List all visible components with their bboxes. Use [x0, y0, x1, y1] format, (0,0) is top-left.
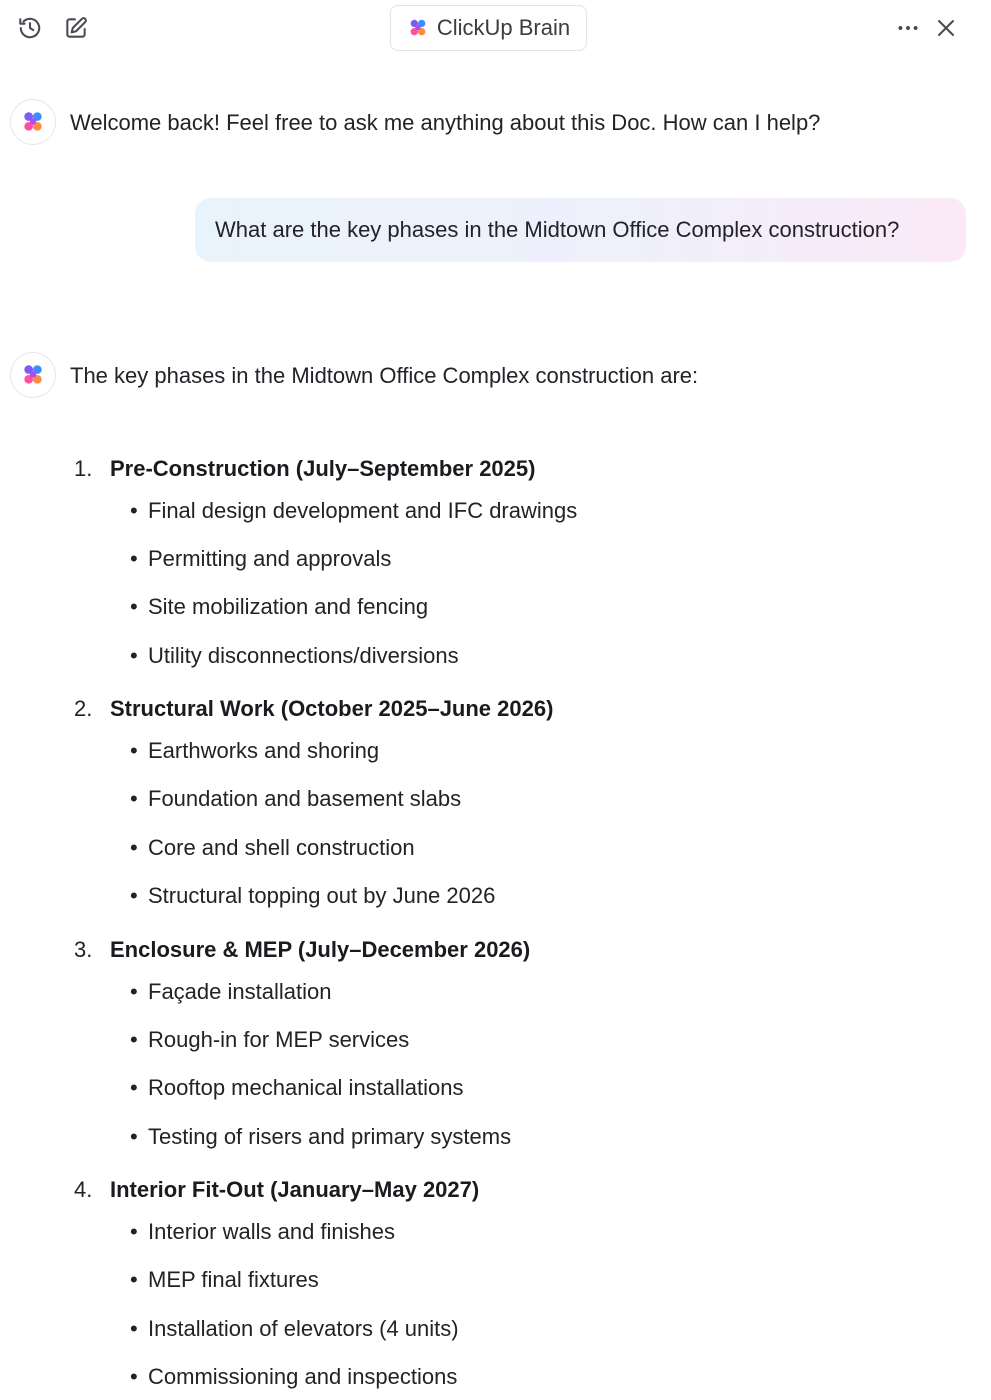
- list-item: • Commissioning and inspections: [130, 1364, 458, 1389]
- brain-avatar: [10, 352, 56, 398]
- list-item: • Testing of risers and primary systems: [130, 1124, 512, 1149]
- phase-title: Pre-Construction (July–September 2025): [110, 456, 536, 481]
- phase-heading: [74, 937, 530, 963]
- list-item: • Installation of elevators (4 units): [130, 1316, 459, 1341]
- list-item-text: Testing of risers and primary systems: [148, 1124, 512, 1149]
- list-item: • Permitting and approvals: [130, 546, 392, 571]
- user-message-bubble: [195, 198, 966, 262]
- list-item-text: Final design development and IFC drawings: [148, 498, 578, 523]
- phase-heading: [74, 456, 535, 482]
- list-item: • Site mobilization and fencing: [130, 594, 429, 619]
- list-item-text: Rooftop mechanical installations: [148, 1075, 464, 1100]
- list-item: • Foundation and basement slabs: [130, 786, 462, 811]
- phase-title: Interior Fit-Out (January–May 2027): [110, 1177, 480, 1202]
- welcome-message: Welcome back! Feel free to ask me anything about this Doc. How can I help?: [70, 110, 821, 135]
- phase-heading: [74, 696, 553, 722]
- user-message-text: What are the key phases in the Midtown Office Complex construction?: [215, 217, 900, 242]
- list-item: • Final design development and IFC drawings: [130, 498, 578, 523]
- list-item-text: Earthworks and shoring: [148, 738, 380, 763]
- list-item-text: Permitting and approvals: [148, 546, 392, 571]
- phase-title: Structural Work (October 2025–June 2026): [110, 696, 554, 721]
- list-item: • MEP final fixtures: [130, 1267, 319, 1292]
- list-item: • Interior walls and finishes: [130, 1219, 396, 1244]
- brain-title[interactable]: [390, 5, 587, 51]
- phase-number: 1.: [74, 456, 93, 481]
- close-icon[interactable]: [930, 12, 962, 44]
- list-item-text: Rough-in for MEP services: [148, 1027, 410, 1052]
- list-item-text: Façade installation: [148, 979, 332, 1004]
- list-item-text: Installation of elevators (4 units): [148, 1316, 459, 1341]
- list-item-text: Core and shell construction: [148, 835, 415, 860]
- brain-logo-icon: [407, 17, 429, 39]
- list-item: • Rough-in for MEP services: [130, 1027, 410, 1052]
- list-item-text: Commissioning and inspections: [148, 1364, 458, 1389]
- more-icon[interactable]: [892, 12, 924, 44]
- brain-logo-icon: [20, 109, 46, 135]
- compose-icon[interactable]: [60, 12, 92, 44]
- brain-avatar: [10, 99, 56, 145]
- list-item-text: Structural topping out by June 2026: [148, 883, 496, 908]
- list-item: • Rooftop mechanical installations: [130, 1075, 464, 1100]
- list-item-text: Site mobilization and fencing: [148, 594, 429, 619]
- list-item: • Utility disconnections/diversions: [130, 643, 459, 668]
- phase-number: 2.: [74, 696, 93, 721]
- list-item: • Core and shell construction: [130, 835, 415, 860]
- list-item-text: Utility disconnections/diversions: [148, 643, 459, 668]
- phase-number: 4.: [74, 1177, 93, 1202]
- phase-heading: [74, 1177, 479, 1203]
- list-item-text: Interior walls and finishes: [148, 1219, 396, 1244]
- answer-intro: The key phases in the Midtown Office Complex construction are:: [70, 363, 699, 388]
- phase-number: 3.: [74, 937, 93, 962]
- phase-title: Enclosure & MEP (July–December 2026): [110, 937, 531, 962]
- brain-title-label: ClickUp Brain: [436, 15, 571, 40]
- list-item: • Structural topping out by June 2026: [130, 883, 496, 908]
- brain-logo-icon: [20, 362, 46, 388]
- list-item-text: MEP final fixtures: [148, 1267, 319, 1292]
- history-icon[interactable]: [14, 12, 46, 44]
- list-item: • Earthworks and shoring: [130, 738, 380, 763]
- list-item: • Façade installation: [130, 979, 332, 1004]
- list-item-text: Foundation and basement slabs: [148, 786, 462, 811]
